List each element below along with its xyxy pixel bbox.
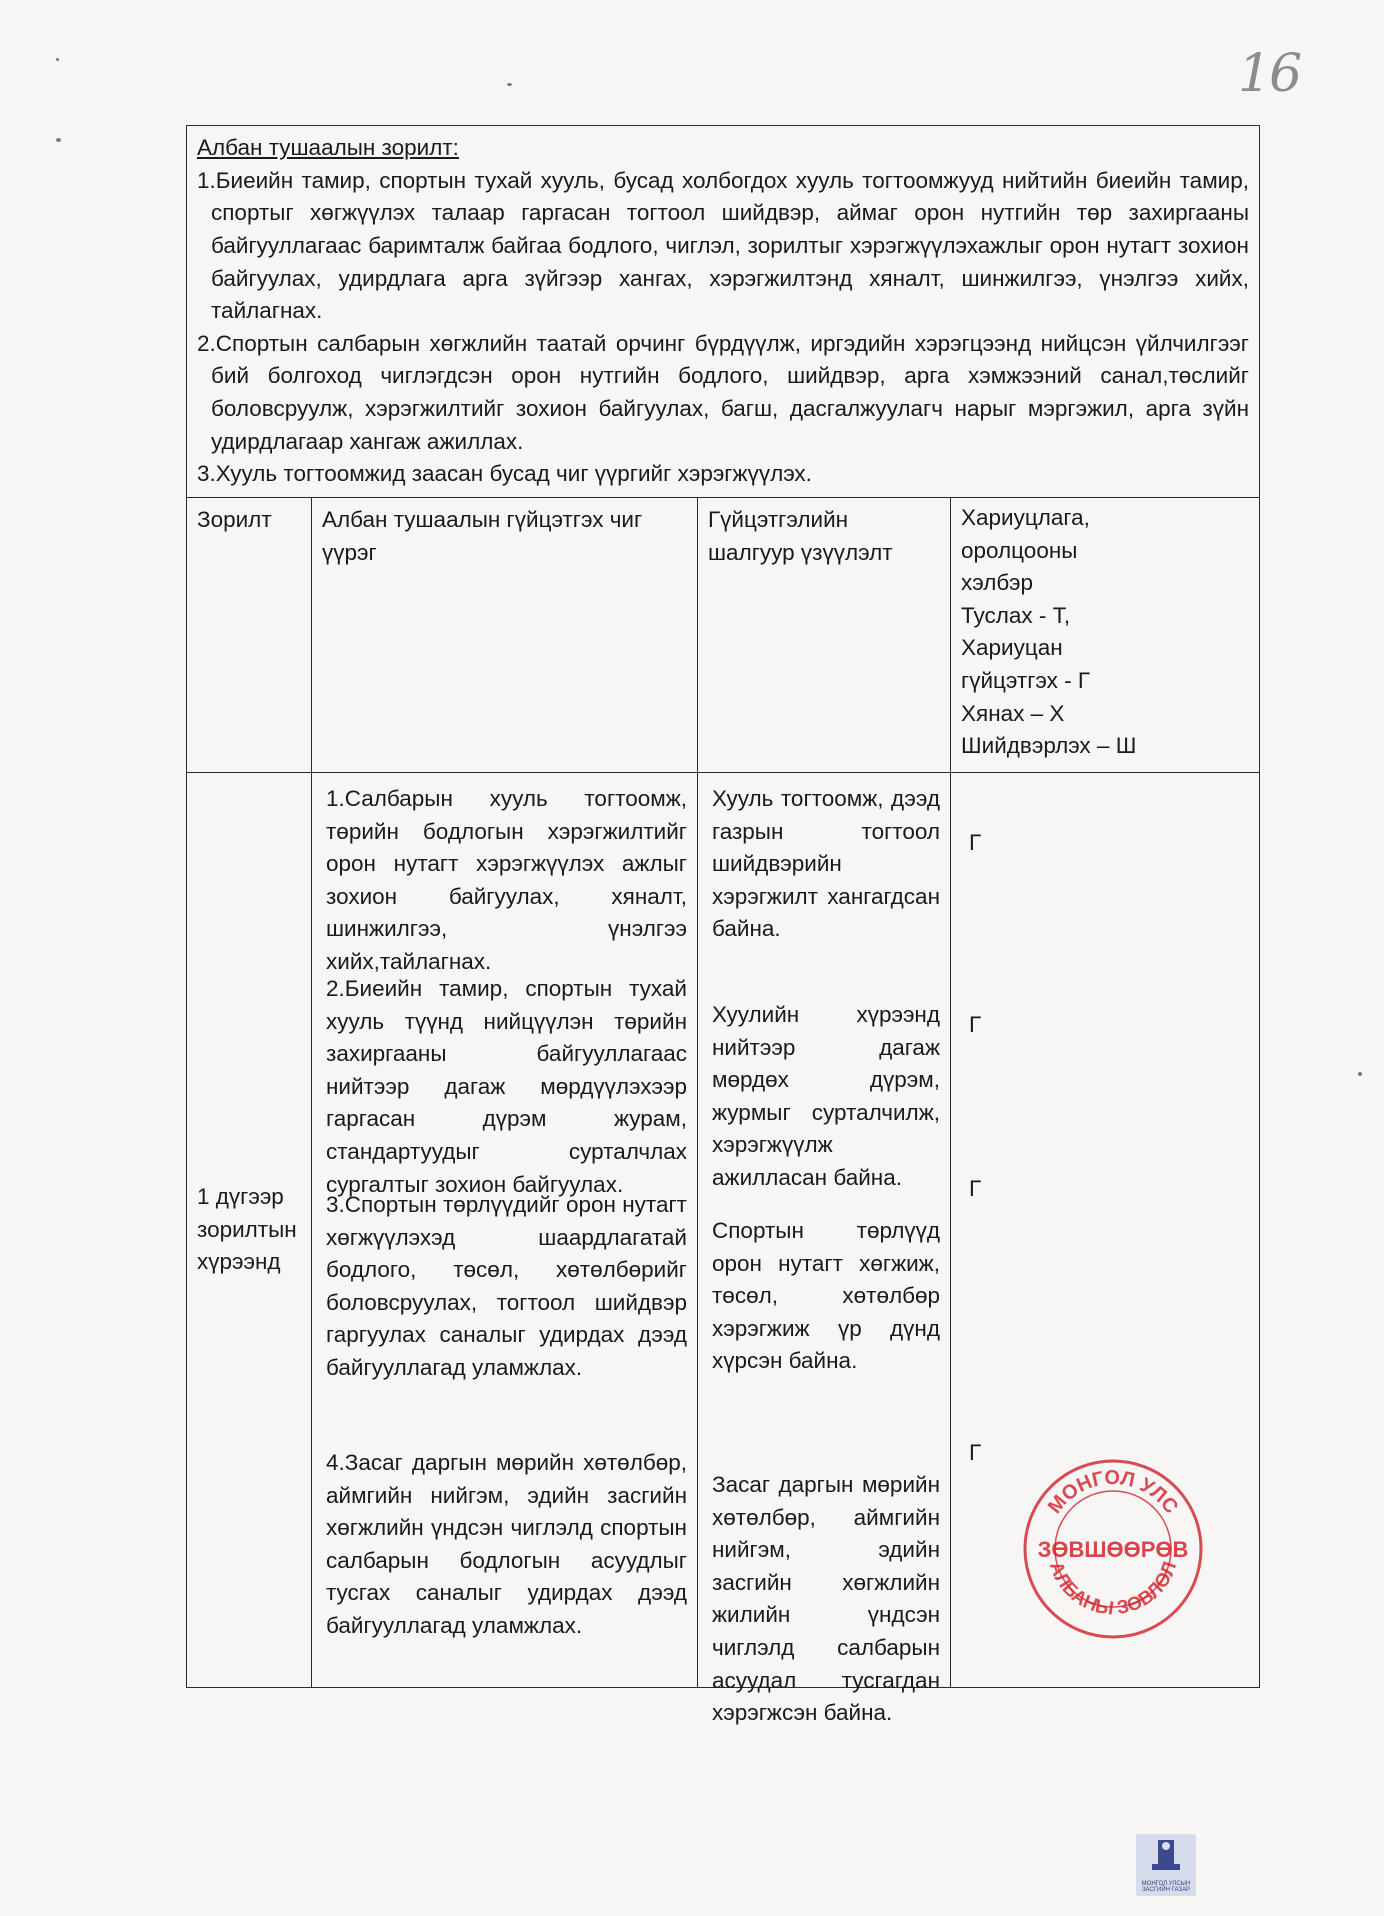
header-role-line: Туслах - Т, [961,602,1071,628]
intro-cell [187,126,1260,498]
criteria-cell [698,772,951,1726]
page-number: 16 [1238,44,1301,104]
approval-seal [1018,1454,1208,1644]
header-row [187,497,1260,772]
scan-speck [56,58,59,61]
header-role-line: Шийдвэрлэх – Ш [961,733,1137,759]
duty-3: 3.Спортын төрлүүдийг орон нутагт хөгжүүлэхэд шаардлагатай бодлого, төсөл, хөтөлбөрийг боловсруулах, тогтоол шийдвэр гаргуулах саналыг удирдах дээд байгууллагад уламжлах. [326,1191,687,1380]
soyombo-icon [1136,1834,1196,1878]
government-logo [1136,1834,1196,1896]
logo-caption: МОНГОЛ УЛСЫН ЗАСГИЙН ГАЗАР [1141,1880,1191,1894]
header-role-line: оролцооны [961,537,1078,563]
scan-speck [507,83,512,86]
header-goal: Зорилт [187,497,312,772]
scan-speck [56,138,61,142]
header-role-line: гүйцэтгэх - Г [961,668,1091,693]
goal-cell: 1 дүгээр зорилтын хүрээнд [187,772,312,1687]
seal-text-middle: ЗӨВШӨӨРӨВ [1037,1537,1189,1562]
seal-text-top: МОНГОЛ УЛС [1043,1466,1183,1518]
role-4: Г [969,1439,982,1465]
header-criteria: Гүйцэтгэлийн шалгуур үзүүлэлт [698,497,951,772]
header-role-line: Хариуцлага, [961,504,1090,530]
header-role-line: хэлбэр [961,570,1033,596]
role-2: Г [969,1011,982,1037]
intro-item: 3.Хууль тогтоомжид заасан бусад чиг үүргийг хэрэгжүүлэх. [197,461,812,487]
intro-title: Албан тушаалын зорилт: [197,135,459,160]
criteria-3: Спортын төрлүүд орон нутагт хөгжиж, төсөл, хөтөлбөр хэрэгжиж үр дүнд хүрсэн байна. [712,1217,940,1374]
duty-1: 1.Салбарын хууль тогтоомж, төрийн бодлогын хэрэгжилтийг орон нутагт хэрэгжүүлэх ажлыг зохион байгуулах, хяналт, шинжилгээ, үнэлгээ хийх,тайлагнах. [326,785,687,974]
header-role [951,497,1260,772]
header-duty: Албан тушаалын гүйцэтгэх чиг үүрэг [312,497,698,772]
seal-text-bottom: АЛБАНЫ ЗӨВЛӨЛ [1044,1558,1182,1620]
duties-cell [312,772,698,1687]
duty-2: 2.Биеийн тамир, спортын тухай хууль түүнд нийцүүлэн төрийн захиргааны байгууллагаас нийтээр дагаж мөрдүүлэхээр гаргасан дүрэм журам, стандартуудыг сурталчлах сургалтыг зохион байгуулах. [326,975,687,1197]
criteria-1: Хууль тогтоомж, дээд газрын тогтоол шийдвэрийн хэрэгжилт хангагдсан байна. [712,785,940,942]
header-role-line: Хянах – Х [961,700,1065,726]
intro-item: 1.Биеийн тамир, спортын тухай хууль, бусад холбогдох хууль тогтоомжууд нийтийн биеийн тамир, спортыг хөгжүүлэх талаар гаргасан тогтоол шийдвэр, аймаг орон нутгийн төр захиргааны байгууллагаас баримталж байгаа бодлого, чиглэл, зорилтыг хэрэгжүүлэхажлыг орон нутагт зохион байгуулах, удирдлага арга зүйгээр хангах, хэрэгжилтэнд хяналт, шинжилгээ, үнэлгээ хийх, тайлагнах. [197,167,1249,324]
intro-item: 2.Спортын салбарын хөгжлийн таатай орчинг бүрдүүлж, иргэдийн хэрэгцээнд нийцсэн үйлчилгээг бий болгоход чиглэгдсэн орон нутгийн бодлого, шийдвэр, арга хэмжээний санал,төслийг боловсруулж, хэрэгжилтийг зохион байгуулах, багш, дасгалжуулагч нарыг мэргэжил, арга зүйн удирдлагаар хангаж ажиллах. [197,330,1249,454]
header-role-line: Хариуцан [961,635,1063,661]
criteria-4: Засаг даргын мөрийн хөтөлбөр, аймгийн нийгэм, эдийн засгийн хөгжлийн жилийн үндсэн чиглэлд салбарын асуудал тусгагдан хэрэгжсэн байна. [712,1471,940,1726]
criteria-2: Хуулийн хүрээнд нийтээр дагаж мөрдөх дүрэм, журмыг сурталчилж, хэрэгжүүлж ажилласан байна. [712,1001,940,1190]
role-3: Г [969,1175,982,1201]
role-1: Г [969,829,982,855]
scan-speck [1358,1072,1362,1076]
intro-row [187,126,1260,498]
duty-4: 4.Засаг даргын мөрийн хөтөлбөр, аймгийн нийгэм, эдийн засгийн хөгжлийн үндсэн чиглэлд спортын салбарын бодлогын асуудлыг тусгах саналыг удирдах дээд байгууллагад уламжлах. [326,1449,687,1638]
svg-text:АЛБАНЫ ЗӨВЛӨЛ [1045,1559,1181,1620]
